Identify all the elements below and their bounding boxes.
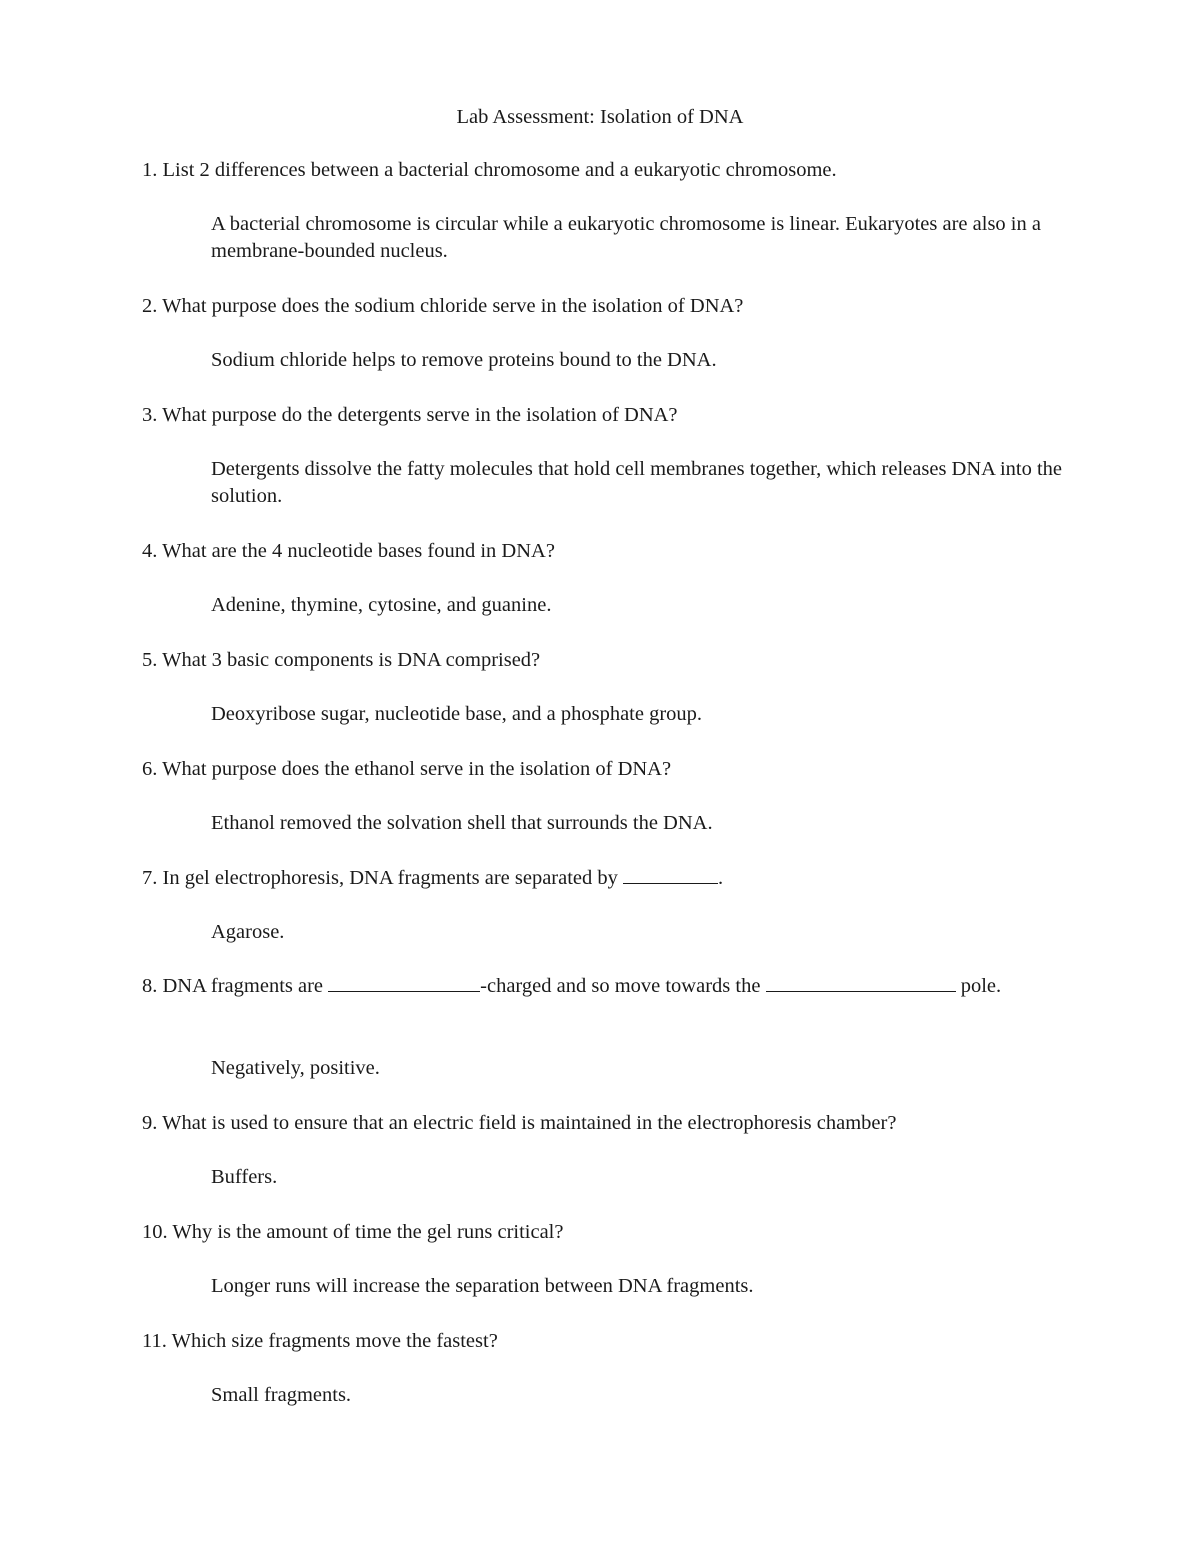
question-7-text: 7. In gel electrophoresis, DNA fragments are separated by: [142, 867, 624, 889]
question-8-middle: -charged and so move towards the: [480, 975, 766, 997]
question-7: [142, 865, 1062, 892]
question-4: 4. What are the 4 nucleotide bases found in DNA?: [142, 540, 555, 562]
question-2: 2. What purpose does the sodium chloride serve in the isolation of DNA?: [142, 295, 744, 317]
answer-8: Negatively, positive.: [211, 1057, 380, 1079]
answer-11: Small fragments.: [211, 1384, 352, 1406]
question-7-end: .: [718, 867, 724, 889]
question-6: 6. What purpose does the ethanol serve in the isolation of DNA?: [142, 758, 672, 780]
question-10: 10. Why is the amount of time the gel runs critical?: [142, 1221, 564, 1243]
answer-9: Buffers.: [211, 1166, 278, 1188]
answer-3: Detergents dissolve the fatty molecules that hold cell membranes together, which releases DNA into the solution.: [211, 458, 1063, 507]
answer-6: Ethanol removed the solvation shell that surrounds the DNA.: [211, 812, 713, 834]
question-8-text: 8. DNA fragments are: [142, 975, 329, 997]
question-8-end: pole.: [955, 975, 1002, 997]
question-11: 11. Which size fragments move the fastest?: [142, 1330, 498, 1352]
fill-in-blank: [766, 973, 956, 992]
fill-in-blank: [623, 865, 718, 884]
fill-in-blank: [328, 973, 480, 992]
question-8: [142, 973, 1062, 1000]
answer-7: Agarose.: [211, 921, 285, 943]
answer-10: Longer runs will increase the separation between DNA fragments.: [211, 1275, 754, 1297]
answer-2: Sodium chloride helps to remove proteins bound to the DNA.: [211, 349, 717, 371]
question-1: 1. List 2 differences between a bacterial chromosome and a eukaryotic chromosome.: [142, 159, 837, 181]
answer-4: Adenine, thymine, cytosine, and guanine.: [211, 594, 552, 616]
question-5: 5. What 3 basic components is DNA comprised?: [142, 649, 541, 671]
document-title: Lab Assessment: Isolation of DNA: [456, 106, 744, 128]
question-9: 9. What is used to ensure that an electric field is maintained in the electrophoresis chamber?: [142, 1112, 897, 1134]
question-3: 3. What purpose do the detergents serve in the isolation of DNA?: [142, 404, 678, 426]
answer-1: A bacterial chromosome is circular while a eukaryotic chromosome is linear. Eukaryotes are also in a membrane-bounded nucleus.: [211, 213, 1041, 262]
answer-5: Deoxyribose sugar, nucleotide base, and a phosphate group.: [211, 703, 703, 725]
